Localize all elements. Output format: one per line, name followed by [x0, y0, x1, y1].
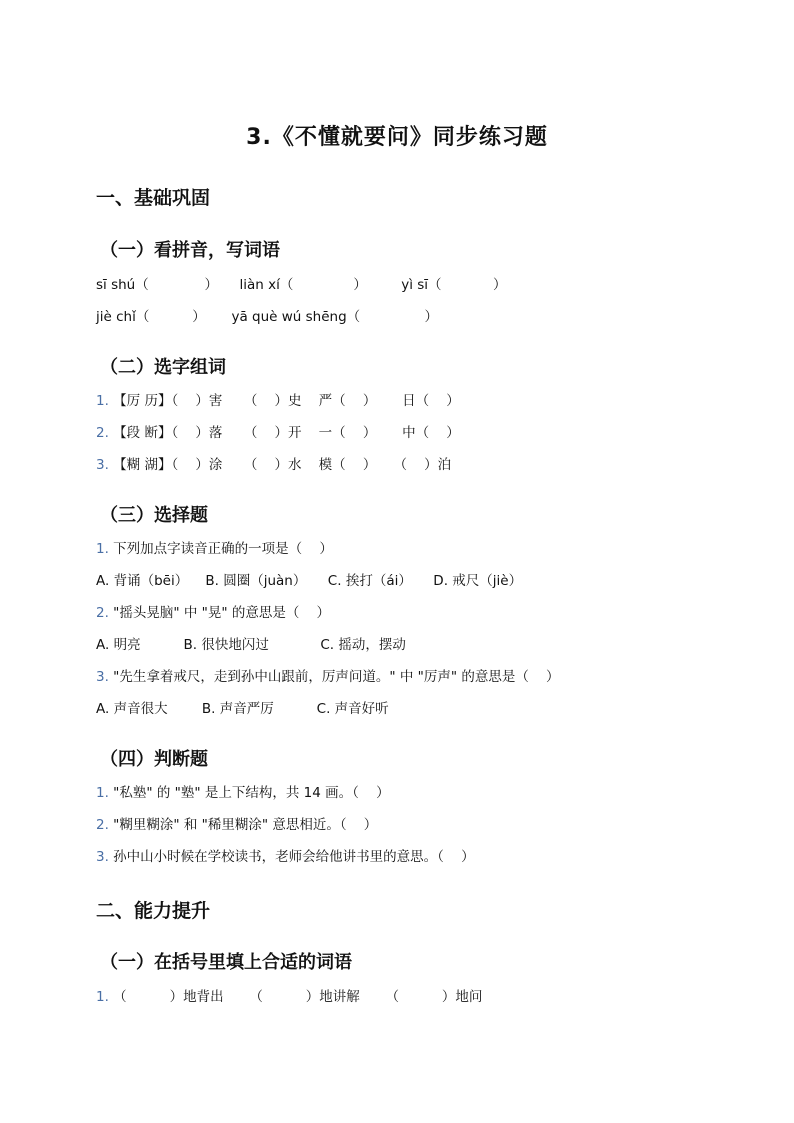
question-3-options: A. 声音很大 B. 声音严厉 C. 声音好听 [96, 701, 389, 717]
item-number: 3. [96, 669, 109, 685]
fill-in-item [96, 987, 482, 1007]
item-number: 1. [96, 393, 109, 409]
question-text: "摇头晃脑" 中 "晃" 的意思是（ ） [108, 605, 331, 621]
item-number: 3. [96, 457, 109, 473]
word-choice-item [96, 423, 460, 443]
item-number: 3. [96, 849, 109, 865]
part-1-4-heading: （四）判断题 [100, 749, 208, 770]
section-2-heading: 二、能力提升 [96, 900, 211, 922]
item-number: 2. [96, 605, 109, 621]
item-text: 【厉 历】（ ）害 （ ）史 严（ ） 日（ ） [108, 393, 460, 409]
item-text: "糊里糊涂" 和 "稀里糊涂" 意思相近。（ ） [108, 817, 378, 833]
part-1-3-heading: （三）选择题 [100, 505, 208, 526]
page-title: 3.《不懂就要问》同步练习题 [246, 125, 548, 150]
item-number: 1. [96, 785, 109, 801]
part-1-1-heading: （一）看拼音，写词语 [100, 240, 280, 261]
item-text: （ ）地背出 （ ）地讲解 （ ）地问 [108, 989, 483, 1005]
item-text: 【糊 湖】（ ）涂 （ ）水 模（ ） （ ）泊 [108, 457, 452, 473]
pinyin-line-2: jiè chǐ（ ） yā què wú shēng（ ） [96, 309, 439, 325]
part-1-2-heading: （二）选字组词 [100, 357, 226, 378]
question-text: 下列加点字读音正确的一项是（ ） [108, 541, 333, 557]
judgment-item [96, 815, 377, 835]
question-2-options: A. 明亮 B. 很快地闪过 C. 摇动，摆动 [96, 637, 406, 653]
item-text: "私塾" 的 "塾" 是上下结构，共 14 画。（ ） [108, 785, 390, 801]
item-number: 1. [96, 989, 109, 1005]
question-1 [96, 539, 333, 559]
question-2 [96, 603, 330, 623]
question-3 [96, 667, 560, 687]
word-choice-item [96, 391, 460, 411]
section-1-heading: 一、基础巩固 [96, 187, 211, 209]
question-text: "先生拿着戒尺，走到孙中山跟前，厉声问道。" 中 "厉声" 的意思是（ ） [108, 669, 560, 685]
item-number: 2. [96, 817, 109, 833]
item-text: 【段 断】（ ）落 （ ）开 一（ ） 中（ ） [108, 425, 460, 441]
question-1-options: A. 背诵（bēi） B. 圆圈（juàn） C. 挨打（ái） D. 戒尺（jiè） [96, 573, 523, 589]
judgment-item [96, 847, 475, 867]
item-text: 孙中山小时候在学校读书，老师会给他讲书里的意思。（ ） [108, 849, 475, 865]
pinyin-line-1: sī shú（ ） liàn xí（ ） yì sī（ ） [96, 277, 507, 293]
word-choice-item [96, 455, 451, 475]
judgment-item [96, 783, 390, 803]
item-number: 2. [96, 425, 109, 441]
part-2-1-heading: （一）在括号里填上合适的词语 [100, 952, 352, 973]
item-number: 1. [96, 541, 109, 557]
